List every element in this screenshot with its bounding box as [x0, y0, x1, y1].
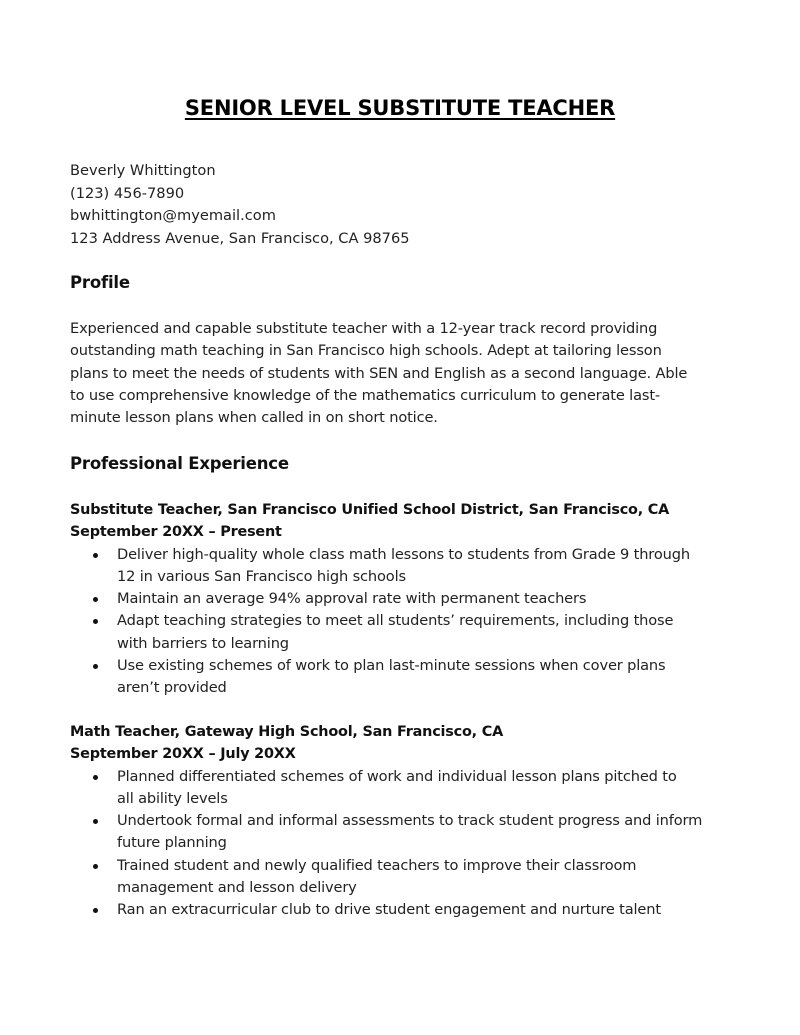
job-dates: September 20XX – July 20XX [70, 746, 296, 763]
bullet-item [70, 610, 750, 655]
contact-phone: (123) 456-7890 [70, 184, 185, 202]
bullet-item [70, 766, 750, 811]
bullet-text: Trained student and newly qualified teachers to improve their classroom [117, 856, 637, 874]
bullet-text: aren’t provided [117, 679, 227, 697]
bullet-icon [93, 597, 98, 602]
bullet-text: Undertook formal and informal assessments to track student progress and inform [117, 812, 703, 830]
job-dates: September 20XX – Present [70, 524, 282, 541]
bullet-text: Ran an extracurricular club to drive student engagement and nurture talent [117, 901, 661, 919]
job-entry [70, 499, 750, 700]
profile-line: plans to meet the needs of students with SEN and English as a second language. Able [70, 364, 688, 382]
bullet-text: with barriers to learning [117, 634, 289, 652]
bullet-icon [93, 664, 98, 669]
bullet-item [70, 899, 750, 921]
bullet-item [70, 588, 750, 610]
document-title: SENIOR LEVEL SUBSTITUTE TEACHER [184, 96, 616, 120]
profile-line: to use comprehensive knowledge of the mathematics curriculum to generate last- [70, 386, 661, 404]
profile-heading: Profile [70, 273, 130, 292]
bullet-text: Deliver high-quality whole class math lessons to students from Grade 9 through [117, 545, 690, 563]
job-title: Substitute Teacher, San Francisco Unified School District, San Francisco, CA [70, 502, 670, 518]
bullet-item [70, 810, 750, 855]
bullet-item [70, 655, 750, 700]
bullet-text: Use existing schemes of work to plan last-minute sessions when cover plans [117, 657, 666, 675]
bullet-item [70, 544, 750, 589]
bullet-icon [93, 864, 98, 869]
bullet-icon [93, 553, 98, 558]
job-entry [70, 721, 750, 922]
experience-heading: Professional Experience [70, 454, 289, 473]
job-bullet-list [70, 766, 750, 922]
contact-name: Beverly Whittington [70, 162, 216, 179]
profile-line: minute lesson plans when called in on short notice. [70, 409, 438, 427]
profile-line: outstanding math teaching in San Francisco high schools. Adept at tailoring lesson [70, 342, 662, 360]
job-title: Math Teacher, Gateway High School, San Francisco, CA [70, 724, 504, 740]
profile-paragraph [70, 318, 740, 429]
bullet-text: management and lesson delivery [117, 879, 357, 897]
bullet-icon [93, 775, 98, 780]
bullet-text: Adapt teaching strategies to meet all students’ requirements, including those [117, 612, 674, 630]
bullet-text: Planned differentiated schemes of work and individual lesson plans pitched to [117, 767, 677, 785]
bullet-text: future planning [117, 834, 227, 852]
bullet-icon [93, 619, 98, 624]
job-bullet-list [70, 544, 750, 700]
contact-block [70, 160, 410, 250]
bullet-icon [93, 908, 98, 913]
contact-address: 123 Address Avenue, San Francisco, CA 98765 [70, 229, 410, 247]
bullet-text: all ability levels [117, 789, 228, 807]
bullet-item [70, 855, 750, 900]
bullet-icon [93, 819, 98, 824]
profile-line: Experienced and capable substitute teacher with a 12-year track record providing [70, 320, 658, 337]
bullet-text: Maintain an average 94% approval rate with permanent teachers [117, 590, 587, 608]
bullet-text: 12 in various San Francisco high schools [117, 567, 406, 585]
contact-email: bwhittington@myemail.com [70, 207, 276, 224]
